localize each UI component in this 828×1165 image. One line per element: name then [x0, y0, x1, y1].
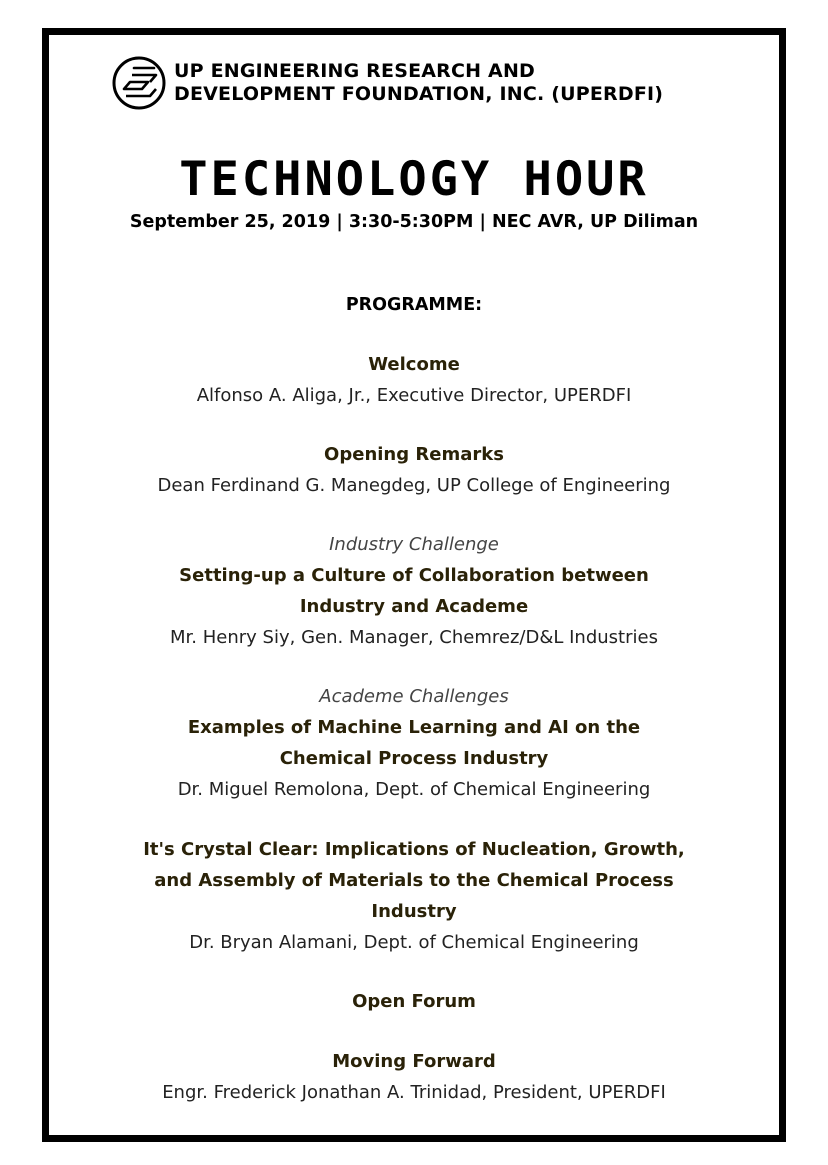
programme-item-speaker: Dean Ferdinand G. Manegdeg, UP College of Engineering [157, 475, 671, 496]
programme-item-academe-challenges [0, 681, 828, 805]
event-title-text: TECHNOLOGY HOUR [179, 152, 649, 207]
programme-item-title-line: It's Crystal Clear: Implications of Nucleation, Growth, [143, 839, 685, 860]
programme-item-opening-remarks [0, 439, 828, 501]
programme-item-speaker: Mr. Henry Siy, Gen. Manager, Chemrez/D&L Industries [170, 627, 658, 648]
programme-item-speaker: Alfonso A. Aliga, Jr., Executive Director, UPERDFI [196, 385, 632, 406]
programme-item-title: Moving Forward [332, 1051, 496, 1072]
organization-name-line1: UP ENGINEERING RESEARCH AND [174, 60, 536, 82]
uperdfi-logo-icon [112, 56, 166, 110]
programme-item-speaker: Dr. Miguel Remolona, Dept. of Chemical Engineering [177, 779, 651, 800]
organization-header [112, 56, 663, 110]
programme-item-crystal-clear [0, 834, 828, 958]
programme-item-title-line: and Assembly of Materials to the Chemical Process [154, 870, 674, 891]
programme-item-title: Welcome [368, 354, 460, 375]
event-details: September 25, 2019 | 3:30-5:30PM | NEC AVR, UP Diliman [129, 212, 699, 232]
programme-item-moving-forward [0, 1046, 828, 1108]
programme-item-category: Academe Challenges [319, 686, 509, 707]
programme-item-speaker: Dr. Bryan Alamani, Dept. of Chemical Engineering [189, 932, 639, 953]
programme-item-speaker: Engr. Frederick Jonathan A. Trinidad, President, UPERDFI [162, 1082, 666, 1103]
programme-item-category: Industry Challenge [329, 534, 499, 555]
programme-item-welcome [0, 349, 828, 411]
programme-item-title: Open Forum [352, 991, 476, 1012]
programme-item-industry-challenge [0, 529, 828, 653]
programme-item-title: Opening Remarks [324, 444, 504, 465]
organization-name-line2: DEVELOPMENT FOUNDATION, INC. (UPERDFI) [174, 83, 664, 105]
programme-item-title-line: Chemical Process Industry [279, 748, 549, 769]
programme-item-title-line: Setting-up a Culture of Collaboration between [179, 565, 649, 586]
organization-name [174, 60, 663, 106]
programme-heading: PROGRAMME: [345, 295, 483, 315]
programme-item-open-forum [0, 986, 828, 1017]
programme-item-title-line: Examples of Machine Learning and AI on the [187, 717, 641, 738]
programme-item-title-line: Industry [371, 901, 457, 922]
programme-item-title-line: Industry and Academe [299, 596, 529, 617]
event-title [0, 152, 828, 208]
